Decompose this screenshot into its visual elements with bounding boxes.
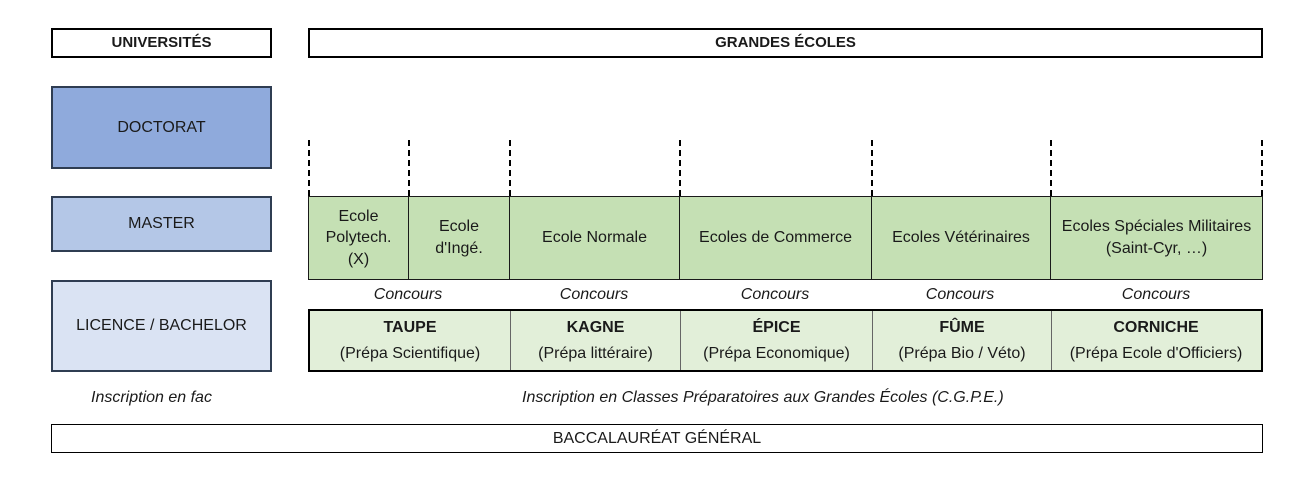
master-level: MASTER bbox=[51, 196, 272, 252]
prepa-desc: (Prépa Economique) bbox=[703, 344, 850, 362]
prepa-row bbox=[308, 309, 1263, 372]
note-cpge: Inscription en Classes Préparatoires aux Grandes Écoles (C.G.P.E.) bbox=[522, 389, 1004, 406]
grandes-ecoles-header: GRANDES ÉCOLES bbox=[308, 28, 1263, 58]
baccalaureat: BACCALAURÉAT GÉNÉRAL bbox=[51, 424, 1263, 453]
concours-label: Concours bbox=[740, 286, 810, 303]
ecoles-militaires: Ecoles Spéciales Militaires (Saint-Cyr, …) bbox=[1050, 196, 1263, 280]
ecole-normale: Ecole Normale bbox=[509, 196, 680, 280]
dash-separator bbox=[509, 140, 511, 196]
dash-separator bbox=[308, 140, 310, 196]
dash-separator bbox=[1050, 140, 1052, 196]
concours-label: Concours bbox=[373, 286, 443, 303]
prepa-desc: (Prépa littéraire) bbox=[538, 344, 653, 362]
dash-separator bbox=[1261, 140, 1263, 196]
note-fac: Inscription en fac bbox=[91, 389, 212, 406]
prepa-kagne bbox=[511, 311, 681, 370]
dash-separator bbox=[871, 140, 873, 196]
concours-label: Concours bbox=[559, 286, 629, 303]
prepa-desc: (Prépa Ecole d'Officiers) bbox=[1069, 344, 1243, 362]
doctorat-level: DOCTORAT bbox=[51, 86, 272, 169]
concours-label: Concours bbox=[1121, 286, 1191, 303]
universites-header: UNIVERSITÉS bbox=[51, 28, 272, 58]
prepa-name: CORNICHE bbox=[1113, 318, 1199, 336]
dash-separator bbox=[679, 140, 681, 196]
prepa-desc: (Prépa Scientifique) bbox=[339, 344, 481, 362]
concours-label: Concours bbox=[925, 286, 995, 303]
prepa-name: TAUPE bbox=[383, 318, 437, 336]
dash-separator bbox=[408, 140, 410, 196]
prepa-taupe bbox=[310, 311, 511, 370]
prepa-fume bbox=[873, 311, 1052, 370]
ecole-ingenieurs: Ecole d'Ingé. bbox=[408, 196, 510, 280]
prepa-name: ÉPICE bbox=[752, 318, 801, 336]
prepa-epice bbox=[681, 311, 873, 370]
ecole-polytechnique: Ecole Polytech. (X) bbox=[308, 196, 409, 280]
prepa-desc: (Prépa Bio / Véto) bbox=[898, 344, 1026, 362]
prepa-name: FÛME bbox=[939, 318, 985, 336]
prepa-name: KAGNE bbox=[566, 318, 625, 336]
licence-level: LICENCE / BACHELOR bbox=[51, 280, 272, 372]
ecoles-commerce: Ecoles de Commerce bbox=[679, 196, 872, 280]
ecoles-veterinaires: Ecoles Vétérinaires bbox=[871, 196, 1051, 280]
prepa-corniche bbox=[1052, 311, 1260, 370]
